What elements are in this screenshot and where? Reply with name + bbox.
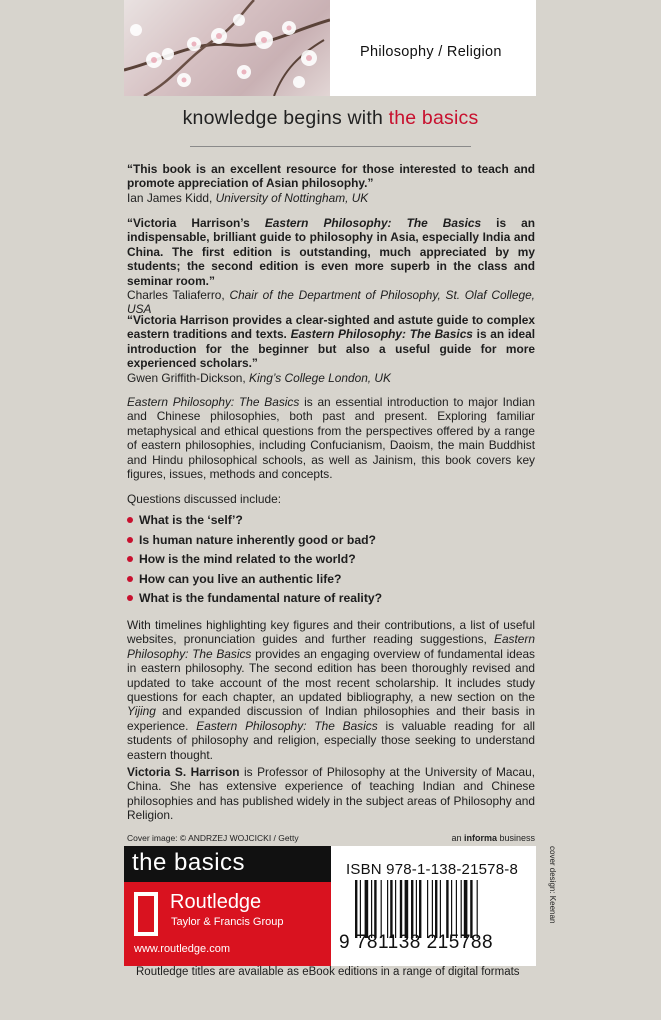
book-title: Eastern Philosophy: The Basics: [127, 632, 535, 661]
bullet-icon: [127, 576, 133, 582]
barcode-number: 9 781138 215788: [339, 932, 494, 953]
informa-logo-text: informa: [463, 833, 497, 843]
features-text-4: is valuable reading for all students of philosophy and religion, especially those seeking to understand eastern thought.: [127, 718, 535, 762]
publisher-url: www.routledge.com: [134, 943, 230, 955]
list-item: [127, 590, 382, 610]
question-text: Is human nature inherently good or bad?: [139, 532, 376, 547]
quote-author: Gwen Griffith-Dickson,: [127, 370, 250, 385]
description-text: is an essential introduction to major Indian and Chinese philosophies, both past and present. Exploring familiar metaphysical and ethical questions from the perspectives offered by a range of eastern philosophies, including Confucianism, Daoism, the main Buddhist and Hindu philosophical schools, as well as Jainism, this book covers key figures, issues, methods and concepts.: [127, 395, 535, 482]
barcode-panel: [331, 846, 536, 966]
barcode-icon: [355, 880, 517, 938]
series-tagline: [0, 107, 661, 130]
isbn-label: ISBN 978-1-138-21578-8: [346, 861, 519, 878]
questions-list: [127, 512, 382, 610]
list-item: [127, 551, 382, 571]
quote-text: “This book is an excellent resource for those interested to teach and promote appreciation of Asian philosophy.”: [127, 162, 535, 191]
list-item: [127, 571, 382, 591]
list-item: [127, 532, 382, 552]
quote-text-post: is an indispensable, brilliant guide to philosophy in Asia, especially India and China. The first edition is outstanding, much appreciated by my students; the second edition is even more superb in the class and seminar room.”: [127, 216, 535, 288]
author-bio: [127, 765, 535, 823]
endorsement-quote-1: [127, 162, 535, 205]
question-text: What is the ‘self’?: [139, 513, 243, 527]
quote-text-pre: “Victoria Harrison provides a clear-sighted and astute guide to complex eastern traditions and texts.: [127, 313, 535, 342]
yijing-term: Yijing: [127, 704, 156, 719]
informa-post: business: [496, 833, 535, 843]
bullet-icon: [127, 556, 133, 562]
informa-business: [451, 833, 535, 843]
book-title: Eastern Philosophy: The Basics: [127, 395, 300, 409]
series-banner: [124, 846, 331, 882]
tagline-text: knowledge begins with: [182, 107, 389, 129]
quote-affiliation: University of Nottingham, UK: [215, 190, 369, 205]
question-text: What is the fundamental nature of reality?: [139, 591, 383, 605]
publisher-panel: [124, 882, 331, 966]
ebook-notice: Routledge titles are available as eBook editions in a range of digital formats: [136, 966, 520, 978]
quote-text-pre: “Victoria Harrison’s: [127, 216, 265, 230]
informa-pre: an: [451, 833, 464, 843]
author-name: Victoria S. Harrison: [127, 765, 240, 779]
series-title: the basics: [132, 849, 246, 876]
features-text-2: provides an engaging overview of fundamental ideas in eastern philosophy. The second edition has been thoroughly revised and updated to take account of the most recent scholarship. It includes study questions for each chapter, an updated bibliography, a new section on the: [127, 646, 536, 705]
features-paragraph: [127, 618, 535, 762]
question-text: How is the mind related to the world?: [139, 552, 356, 566]
book-description: [127, 395, 535, 481]
bullet-icon: [127, 517, 133, 523]
cover-image-credit: Cover image: © ANDRZEJ WOJCICKI / Getty: [127, 833, 299, 843]
features-text-1: With timelines highlighting key figures and their contributions, a list of useful websites, pronunciation guides and further reading suggestions,: [127, 618, 535, 647]
subject-category: Philosophy / Religion: [360, 44, 502, 60]
quote-affiliation: Chair of the Department of Philosophy, St. Olaf College, USA: [127, 288, 535, 317]
quote-author: Ian James Kidd,: [127, 190, 216, 205]
endorsement-quote-2: [127, 216, 535, 317]
quote-text-post: is an ideal introduction for the beginner but also a useful guide for more experienced scholars.”: [127, 327, 535, 371]
bullet-icon: [127, 537, 133, 543]
questions-intro: Questions discussed include:: [127, 492, 282, 506]
bio-text: is Professor of Philosophy at the University of Macau, China. She has extensive experience of teaching Indian and Chinese philosophies and has published widely in the subject areas of Philosophy and Religion.: [127, 765, 536, 823]
features-text-3: and expanded discussion of Indian philosophies and their basis in experience.: [127, 704, 535, 733]
endorsement-quote-3: [127, 313, 535, 385]
tagline-emphasis: the basics: [388, 107, 479, 129]
quote-affiliation: King’s College London, UK: [249, 370, 391, 385]
cover-photo-blossoms: [124, 0, 330, 96]
list-item: [127, 512, 382, 532]
quote-book-title: Eastern Philosophy: The Basics: [264, 216, 482, 230]
publisher-name: Routledge: [170, 891, 262, 913]
publisher-group: Taylor & Francis Group: [171, 916, 284, 928]
divider: [190, 146, 471, 147]
question-text: How can you live an authentic life?: [139, 571, 342, 586]
quote-author: Charles Taliaferro,: [127, 288, 230, 303]
bullet-icon: [127, 595, 133, 601]
publisher-block: [124, 846, 331, 966]
quote-book-title: Eastern Philosophy: The Basics: [290, 327, 473, 342]
routledge-logo-icon: [134, 892, 158, 936]
book-title: Eastern Philosophy: The Basics: [196, 718, 378, 733]
cover-design-credit: cover design: Keenan: [548, 846, 557, 924]
